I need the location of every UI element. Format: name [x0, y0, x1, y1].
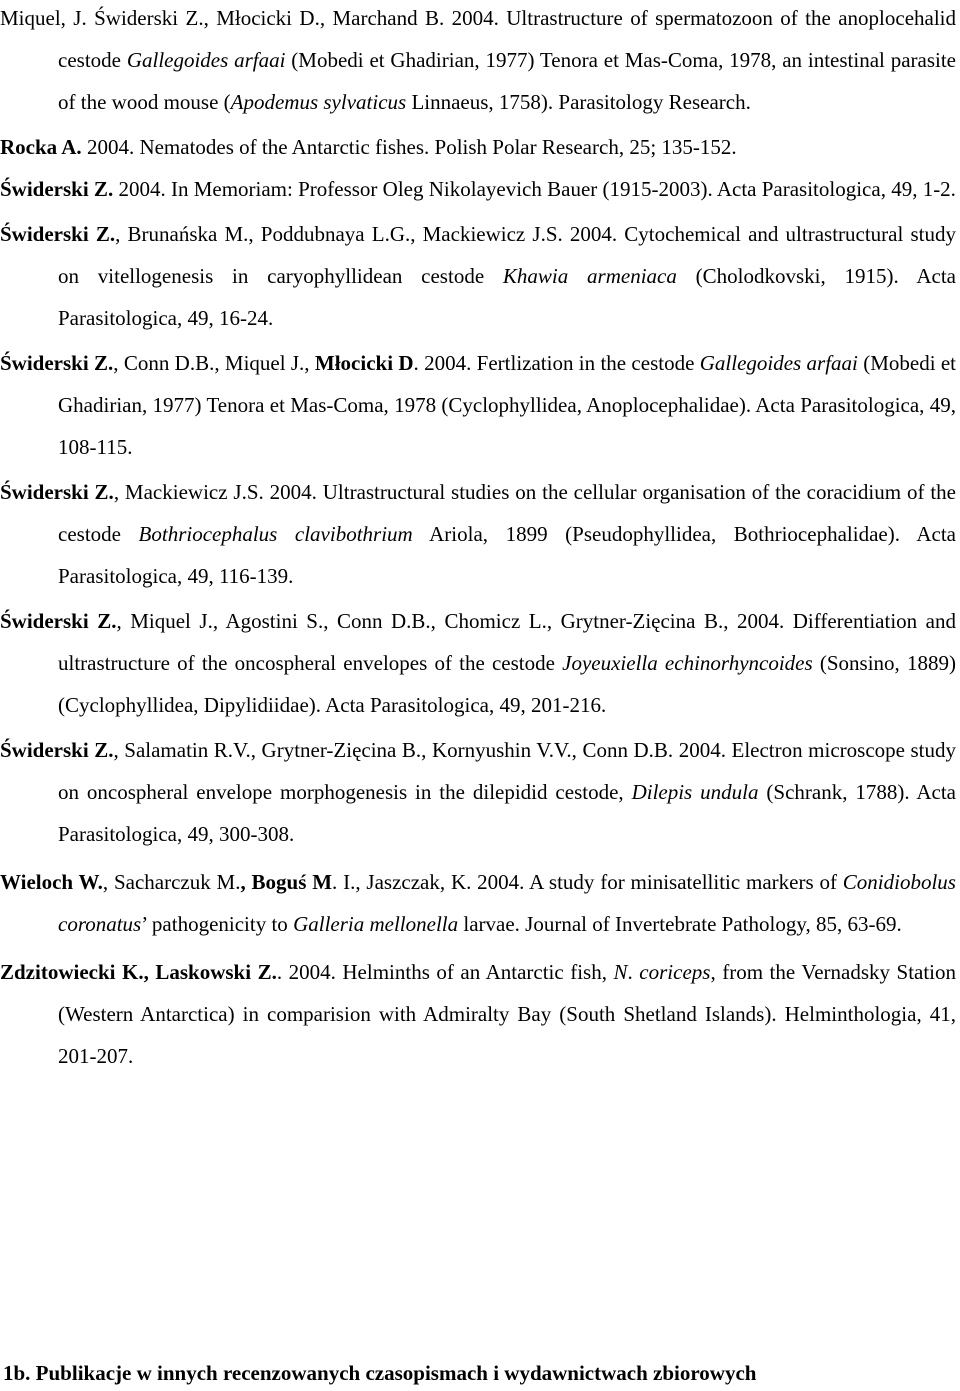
reference-text: larvae. Journal of Invertebrate Pathology, 85, 63-69.	[458, 912, 902, 936]
reference-text: (Sonsino, 1889) (Cyclophyllidea, Dipylidiidae). Acta Parasitologica, 49, 201-216.	[58, 651, 956, 717]
reference-text: Świderski Z., Młocicki D.	[94, 6, 320, 30]
reference-text: Miquel, J.	[0, 6, 95, 30]
reference-entry	[0, 729, 956, 855]
reference-entry	[0, 861, 956, 945]
reference-author: Świderski Z.	[0, 738, 114, 762]
reference-species-name: Gallegoides arfaai	[699, 351, 858, 375]
reference-species-name: Galleria mellonella	[293, 912, 459, 936]
reference-text: . 2004. Helminths of an Antarctic fish,	[276, 960, 614, 984]
reference-entry	[0, 342, 956, 468]
reference-text: Linnaeus, 1758). Parasitology Research.	[406, 90, 751, 114]
reference-author: Świderski Z.	[0, 609, 117, 633]
reference-text: , Salamatin R.V., Grytner-Zięcina B., Kornyushin V.V., Conn D.B. 2004. Electron microscope study on oncospheral envelope morphogenesis in the dilepidid cestode,	[58, 738, 956, 804]
reference-text: Ariola, 1899 (Pseudophyllidea, Bothriocephalidae). Acta Parasitologica, 49, 116-139.	[58, 522, 956, 588]
reference-author: Świderski Z.	[0, 177, 114, 201]
reference-text: , Conn D.B., Miquel J.,	[113, 351, 315, 375]
reference-text: 2004. Nematodes of the Antarctic fishes. Polish Polar Research, 25; 135-152.	[81, 135, 737, 159]
reference-text: , Sacharczuk M.	[102, 870, 241, 894]
reference-text: , from the Vernadsky Station (Western Antarctica) in comparision with Admiralty Bay (South Shetland Islands). Helminthologia, 41, 201-207.	[58, 960, 957, 1068]
reference-species-name: Dilepis undula	[631, 780, 759, 804]
reference-author: Młocicki D	[314, 351, 414, 375]
reference-text: (Schrank, 1788). Acta Parasitologica, 49, 300-308.	[58, 780, 956, 846]
reference-author: Zdzitowiecki K., Laskowski Z.	[0, 960, 277, 984]
reference-text: , Marchand B. 2004. Ultrastructure of spermatozoon of the anoplocehalid cestode	[58, 6, 957, 72]
reference-text: (Mobedi et Ghadirian, 1977) Tenora et Mas-Coma, 1978 (Cyclophyllidea, Anoplocephalidae). Acta Parasitologica, 49, 108-115.	[58, 351, 957, 459]
reference-species-name: N	[613, 960, 628, 984]
reference-text: , Brunańska M., Poddubnaya L.G., Mackiewicz J.S. 2004. Cytochemical and ultrastructural study on vitellogenesis in caryophyllidean cestode	[58, 222, 956, 288]
reference-species-name: Apodemus sylvaticus	[230, 90, 407, 114]
reference-text: , Mackiewicz J.S. 2004. Ultrastructural studies on the cellular organisation of the coracidium of the cestode	[58, 480, 956, 546]
section-heading: 1b. Publikacje w innych recenzowanych czasopismach i wydawnictwach zbiorowych	[3, 1361, 757, 1385]
reference-text: . 2004. Fertlization in the cestode	[413, 351, 700, 375]
reference-text: (Cholodkovski, 1915). Acta Parasitologica, 49, 16-24.	[58, 264, 956, 330]
reference-species-name: coriceps	[639, 960, 711, 984]
reference-entry	[0, 126, 956, 168]
reference-entry	[0, 168, 956, 210]
reference-author: Wieloch W.	[0, 870, 103, 894]
reference-text: .	[627, 960, 640, 984]
reference-text: . I., Jaszczak, K. 2004. A study for minisatellitic markers of	[332, 870, 843, 894]
reference-species-name: Khawia armeniaca	[502, 264, 677, 288]
reference-author: Świderski Z.	[0, 222, 116, 246]
reference-species-name: Conidiobolus coronatus	[58, 870, 956, 936]
reference-entry	[0, 213, 956, 339]
reference-text: (Mobedi et Ghadirian, 1977) Tenora et Mas-Coma, 1978, an intestinal parasite of the wood mouse (	[58, 48, 956, 114]
reference-author: Świderski Z.	[0, 351, 114, 375]
reference-entry	[0, 600, 956, 726]
reference-species-name: Bothriocephalus clavibothrium	[138, 522, 413, 546]
reference-entry	[0, 951, 956, 1077]
reference-author: Świderski Z.	[0, 480, 114, 504]
reference-entry	[0, 0, 956, 123]
reference-text: 2004. In Memoriam: Professor Oleg Nikolayevich Bauer (1915-2003). Acta Parasitologica, 49, 1-2.	[113, 177, 956, 201]
reference-text: ’ pathogenicity to	[141, 912, 294, 936]
reference-species-name: Joyeuxiella echinorhyncoides	[562, 651, 813, 675]
reference-entry	[0, 471, 956, 597]
reference-author: Rocka A.	[0, 135, 82, 159]
reference-species-name: Gallegoides arfaai	[126, 48, 286, 72]
reference-author: , Boguś M	[240, 870, 333, 894]
reference-text: , Miquel J., Agostini S., Conn D.B., Chomicz L., Grytner-Zięcina B., 2004. Differentiation and ultrastructure of the oncospheral envelopes of the cestode	[58, 609, 956, 675]
